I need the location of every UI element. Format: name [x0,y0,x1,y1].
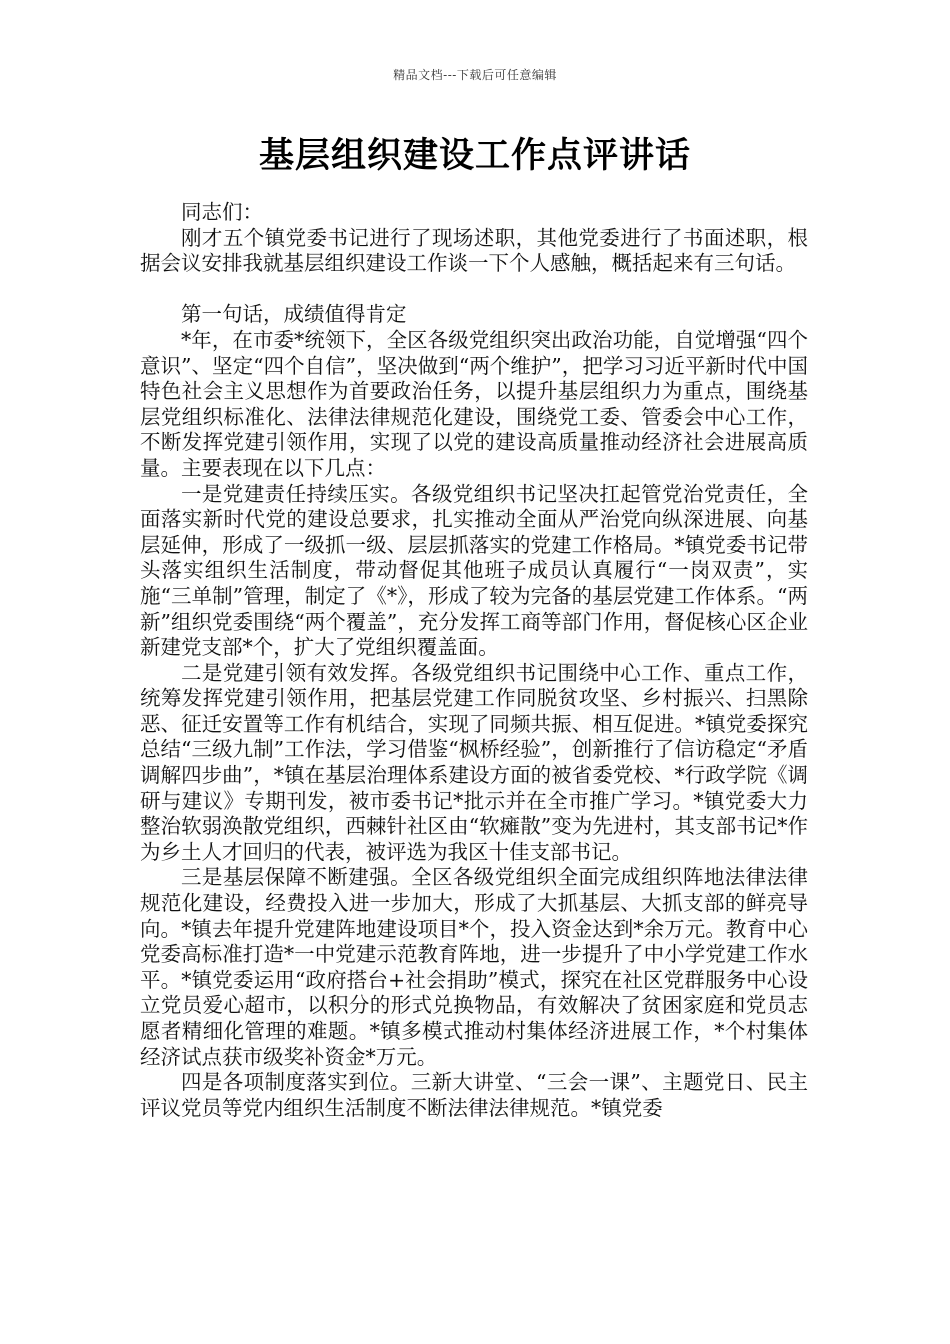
body-paragraph: 四是各项制度落实到位。三新大讲堂、“三会一课”、主题党日、民主评议党员等党内组织生活制度不断法律法律规范。*镇党委 [140,1070,808,1120]
body-paragraph: 一是党建责任持续压实。各级党组织书记坚决扛起管党治党责任，全面落实新时代党的建设总要求，扎实推动全面从严治党向纵深进展、向基层延伸，形成了一级抓一级、层层抓落实的党建工作格局。*镇党委书记带头落实组织生活制度，带动督促其他班子成员认真履行“一岗双责”，实施“三单制”管理，制定了《*》，形成了较为完备的基层党建工作体系。“两新”组织党委围绕“两个覆盖”，充分发挥工商等部门作用，督促核心区企业新建党支部*个，扩大了党组织覆盖面。 [140,481,808,660]
body-paragraph: 刚才五个镇党委书记进行了现场述职，其他党委进行了书面述职，根据会议安排我就基层组织建设工作谈一下个人感触，概括起来有三句话。 [140,225,808,276]
salutation: 同志们： [181,200,263,224]
body-paragraph: *年，在市委*统领下，全区各级党组织突出政治功能，自觉增强“四个意识”、坚定“四个自信”，坚决做到“两个维护”，把学习习近平新时代中国特色社会主义思想作为首要政治任务，以提升基层组织力为重点，围绕基层党组织标准化、法律法律规范化建设，围绕党工委、管委会中心工作，不断发挥党建引领作用，实现了以党的建设高质量推动经济社会进展高质量。主要表现在以下几点： [140,327,808,480]
body-paragraph: 三是基层保障不断建强。全区各级党组织全面完成组织阵地法律法律规范化建设，经费投入进一步加大，形成了大抓基层、大抓支部的鲜亮导向。*镇去年提升党建阵地建设项目*个，投入资金达到*余万元。教育中心党委高标准打造*一中党建示范教育阵地，进一步提升了中小学党建工作水平。*镇党委运用“政府搭台+社会捐助”模式，探究在社区党群服务中心设立党员爱心超市，以积分的形式兑换物品，有效解决了贫困家庭和党员志愿者精细化管理的难题。*镇多模式推动村集体经济进展工作，*个村集体经济试点获市级奖补资金*万元。 [140,865,808,1069]
document-body [140,200,808,1121]
document-title: 基层组织建设工作点评讲话 [258,136,691,176]
section-heading: 第一句话，成绩值得肯定 [181,302,407,327]
body-paragraph: 二是党建引领有效发挥。各级党组织书记围绕中心工作、重点工作，统筹发挥党建引领作用，把基层党建工作同脱贫攻坚、乡村振兴、扫黑除恶、征迁安置等工作有机结合，实现了同频共振、相互促进。*镇党委探究总结“三级九制”工作法，学习借鉴“枫桥经验”，创新推行了信访稳定“矛盾调解四步曲”，*镇在基层治理体系建设方面的被省委党校、*行政学院《调研与建议》专期刊发，被市委书记*批示并在全市推广学习。*镇党委大力整治软弱涣散党组织，西棘针社区由“软瘫散”变为先进村，其支部书记*作为乡土人才回归的代表，被评选为我区十佳支部书记。 [140,660,808,864]
header-note: 精品文档---下载后可任意编辑 [393,68,557,82]
